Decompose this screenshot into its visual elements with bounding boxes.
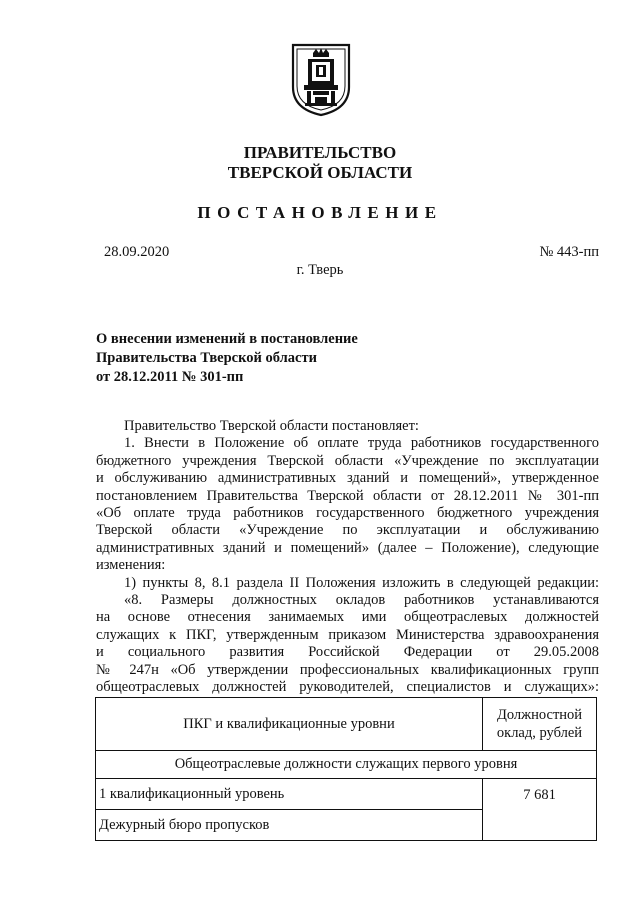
document-date: 28.09.2020 [104,244,170,260]
header-salary-line2: оклад, рублей [496,725,583,741]
body-line: служащих к ПКГ, утвержденным приказом Министерства здравоохранения [96,626,599,643]
table-position-name: Дежурный бюро пропусков [96,810,483,841]
table-header-pkg: ПКГ и квалификационные уровни [96,698,483,751]
table-group-title: Общеотраслевые должности служащих первого уровня [96,751,597,779]
body-line: и обслуживанию административных зданий и помещений», утвержденное [96,470,599,487]
coat-of-arms-emblem [291,43,351,117]
table-salary-value: 7 681 [483,779,597,841]
document-number: № 443-пп [539,244,599,260]
body-line: «8. Размеры должностных окладов работников устанавливаются [124,592,599,609]
subject-line: Правительства Тверской области [96,350,317,366]
body-line: № 247н «Об утверждении профессиональных квалификационных групп [96,661,599,678]
body-line: постановлением Правительства Тверской области от 28.12.2011 № 301-пп [96,487,599,504]
subject-line: О внесении изменений в постановление [96,331,358,347]
table-header-row [96,698,597,751]
subject-line: от 28.12.2011 № 301-пп [96,369,244,385]
body-line: изменения: [96,557,166,574]
body-line: 1. Внести в Положение об оплате труда работников государственного [124,435,599,452]
body-line: на основе отнесения занимаемых ими общеотраслевых должностей [96,609,599,626]
body-line: 1) пункты 8, 8.1 раздела II Положения изложить в следующей редакции: [124,574,599,591]
body-line: и социального развития Российской Федерации от 29.05.2008 [96,644,599,661]
body-line: Правительство Тверской области постановляет: [124,418,419,434]
body-line: Тверской области «Учреждение по эксплуатации и обслуживанию [96,522,599,539]
table-header-salary [483,698,597,751]
table-row [96,779,597,810]
organization-name-line1: ПРАВИТЕЛЬСТВО [243,143,397,162]
body-line: административных зданий и помещений» (далее – Положение), следующие [96,539,599,556]
body-line: бюджетного учреждения Тверской области «Учреждение по эксплуатации [96,452,599,469]
body-line: «Об оплате труда работников государственного бюджетного учреждения [96,505,599,522]
salary-table [95,697,597,841]
table-level-label: 1 квалификационный уровень [96,779,483,810]
header-salary-line1: Должностной [496,707,583,723]
organization-name-line2: ТВЕРСКОЙ ОБЛАСТИ [227,163,413,182]
body-line: общеотраслевых должностей руководителей, специалистов и служащих»: [96,679,599,696]
table-row [96,751,597,779]
document-subject [96,330,358,387]
document-body [96,418,599,697]
document-type-title: ПОСТАНОВЛЕНИЕ [197,203,443,222]
document-city: г. Тверь [296,262,344,278]
